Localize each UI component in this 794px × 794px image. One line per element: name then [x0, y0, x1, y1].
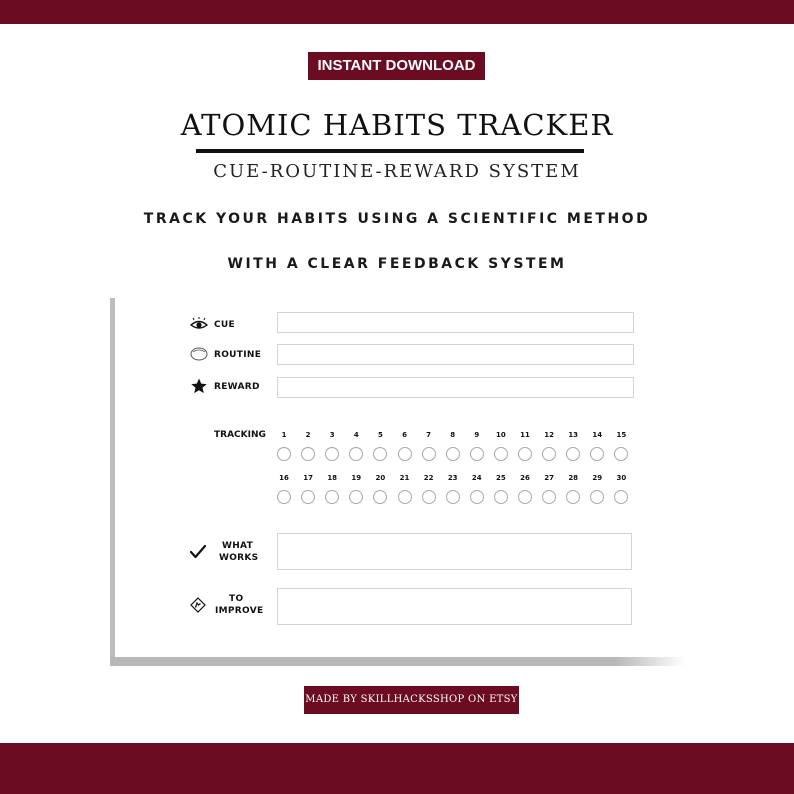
what-works-input[interactable]	[277, 533, 632, 570]
day-checkbox-27[interactable]	[542, 490, 556, 504]
day-checkbox-16[interactable]	[277, 490, 291, 504]
day-number: 5	[377, 431, 383, 439]
day-number: 26	[520, 474, 530, 482]
day-number: 2	[305, 431, 311, 439]
reward-input[interactable]	[277, 377, 634, 398]
to-improve-input[interactable]	[277, 588, 632, 625]
day-number: 11	[520, 431, 530, 439]
day-number: 29	[592, 474, 603, 482]
day-number: 3	[329, 431, 335, 439]
day-checkbox-6[interactable]	[398, 447, 412, 461]
day-number: 9	[474, 431, 480, 439]
day-checkbox-7[interactable]	[422, 447, 436, 461]
day-checkbox-1[interactable]	[277, 447, 291, 461]
day-number: 16	[279, 474, 289, 482]
day-number: 30	[616, 474, 627, 482]
day-number: 25	[496, 474, 506, 482]
circle-outline-icon	[190, 346, 208, 362]
page-title: ATOMIC HABITS TRACKER	[180, 108, 614, 142]
title-underline	[196, 149, 584, 153]
cue-input[interactable]	[277, 312, 634, 333]
tagline-secondary: WITH A CLEAR FEEDBACK SYSTEM	[227, 256, 567, 272]
day-number: 14	[592, 431, 603, 439]
page-subtitle: CUE-ROUTINE-REWARD SYSTEM	[213, 161, 581, 182]
day-number: 19	[351, 474, 362, 482]
checkmark-icon	[190, 545, 206, 559]
day-checkbox-9[interactable]	[470, 447, 484, 461]
day-number: 20	[375, 474, 386, 482]
top-banner	[0, 0, 794, 24]
day-number: 12	[544, 431, 554, 439]
day-checkbox-26[interactable]	[518, 490, 532, 504]
day-number: 7	[426, 431, 432, 439]
day-number: 6	[402, 431, 407, 439]
day-checkbox-17[interactable]	[301, 490, 315, 504]
day-number: 28	[568, 474, 579, 482]
what-works-label-line1: WHAT	[222, 541, 254, 551]
day-checkbox-12[interactable]	[542, 447, 556, 461]
day-number: 17	[303, 474, 313, 482]
day-checkbox-23[interactable]	[446, 490, 460, 504]
day-number: 21	[399, 474, 410, 482]
tagline-primary: TRACK YOUR HABITS USING A SCIENTIFIC METHOD	[143, 211, 651, 227]
day-number: 24	[471, 474, 482, 482]
day-number: 13	[568, 431, 579, 439]
day-checkbox-22[interactable]	[422, 490, 436, 504]
day-number: 23	[447, 474, 458, 482]
made-by-footer-badge: MADE BY SKILLHACKSSHOP ON ETSY	[304, 686, 519, 714]
routine-input[interactable]	[277, 344, 634, 365]
day-number: 15	[616, 431, 627, 439]
routine-label: ROUTINE	[214, 350, 262, 360]
bottom-banner	[0, 743, 794, 794]
day-checkbox-21[interactable]	[398, 490, 412, 504]
eye-icon	[190, 317, 208, 333]
day-checkbox-24[interactable]	[470, 490, 484, 504]
cue-label: CUE	[214, 320, 235, 330]
day-number: 1	[281, 431, 287, 439]
day-checkbox-10[interactable]	[494, 447, 508, 461]
day-checkbox-25[interactable]	[494, 490, 508, 504]
day-checkbox-8[interactable]	[446, 447, 460, 461]
day-number: 8	[450, 431, 456, 439]
to-improve-label-line1: TO	[229, 594, 244, 604]
day-number: 27	[544, 474, 554, 482]
day-number: 4	[353, 431, 359, 439]
diamond-sign-icon	[190, 597, 206, 613]
day-number: 22	[423, 474, 434, 482]
day-checkbox-2[interactable]	[301, 447, 315, 461]
tracking-label: TRACKING	[214, 430, 266, 440]
day-checkbox-11[interactable]	[518, 447, 532, 461]
reward-label: REWARD	[214, 382, 260, 392]
instant-download-badge: INSTANT DOWNLOAD	[308, 52, 485, 80]
day-number: 10	[496, 431, 506, 439]
star-icon	[190, 378, 208, 394]
worksheet-shadow-bottom	[110, 657, 685, 666]
to-improve-label-line2: IMPROVE	[215, 606, 264, 616]
day-number: 18	[327, 474, 338, 482]
what-works-label-line2: WORKS	[219, 553, 259, 563]
